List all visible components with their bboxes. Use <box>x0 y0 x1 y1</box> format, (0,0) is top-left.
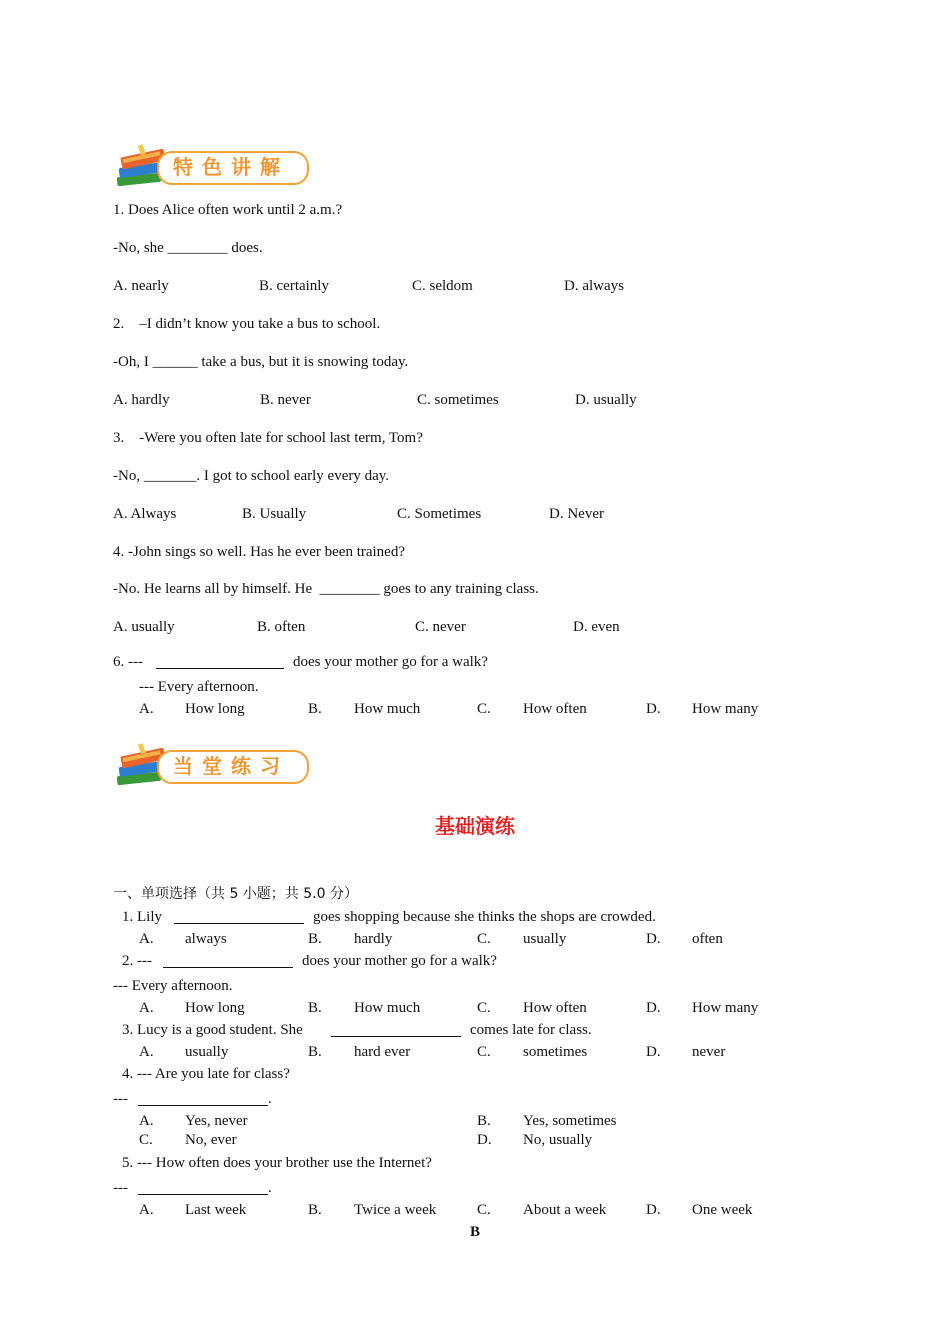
lecture-q2-option-a[interactable]: A. hardly <box>113 392 170 408</box>
practice-q1-option-d[interactable]: often <box>692 931 723 947</box>
lecture-q6-option-b[interactable]: How much <box>354 701 421 717</box>
practice-q4-letter-b: B. <box>477 1113 491 1129</box>
practice-q3-suffix: comes late for class. <box>470 1022 592 1038</box>
lecture-q1-option-c[interactable]: C. seldom <box>412 278 473 294</box>
practice-q4-option-c[interactable]: No, ever <box>185 1132 237 1148</box>
lecture-q6-letter-d: D. <box>646 701 661 717</box>
practice-q1-suffix: goes shopping because she thinks the shops are crowded. <box>313 909 656 925</box>
section-title: 基础演练 <box>435 814 515 838</box>
lecture-q3-option-a[interactable]: A. Always <box>113 506 177 522</box>
lecture-q6-letter-a: A. <box>139 701 154 717</box>
practice-header: 一、单项选择（共 5 小题；共 5.0 分） <box>113 886 358 902</box>
lecture-q2-answer: -Oh, I ______ take a bus, but it is snowing today. <box>113 354 409 370</box>
practice-q2-prefix: 2. --- <box>122 953 152 969</box>
practice-q1-option-a[interactable]: always <box>185 931 227 947</box>
practice-q1-option-b[interactable]: hardly <box>354 931 393 947</box>
practice-q5-option-a[interactable]: Last week <box>185 1202 247 1218</box>
practice-q2-letter-a: A. <box>139 1000 154 1016</box>
practice-q5-dash: --- <box>113 1180 128 1196</box>
lecture-q6-prefix: 6. --- <box>113 654 143 670</box>
practice-q3-letter-b: B. <box>308 1044 322 1060</box>
lecture-q4-option-c[interactable]: C. never <box>415 619 466 635</box>
footer-letter: B <box>469 1224 480 1240</box>
practice-q1-blank[interactable] <box>174 909 304 924</box>
lecture-q3-stem: 3. -Were you often late for school last term, Tom? <box>113 430 423 446</box>
practice-q4-letter-a: A. <box>139 1113 154 1129</box>
practice-q3-blank[interactable] <box>331 1022 461 1037</box>
lecture-q1-option-d[interactable]: D. always <box>564 278 624 294</box>
banner-feature-explanation <box>113 143 309 191</box>
practice-q5-letter-c: C. <box>477 1202 491 1218</box>
practice-q4-option-b[interactable]: Yes, sometimes <box>523 1113 617 1129</box>
practice-q5-option-c[interactable]: About a week <box>523 1202 607 1218</box>
lecture-q6-option-d[interactable]: How many <box>692 701 759 717</box>
practice-q5-letter-b: B. <box>308 1202 322 1218</box>
practice-q3-option-a[interactable]: usually <box>185 1044 229 1060</box>
lecture-q3-answer: -No, _______. I got to school early every day. <box>113 468 390 484</box>
practice-q5-stem: 5. --- How often does your brother use the Internet? <box>122 1155 432 1171</box>
practice-q2-reply: --- Every afternoon. <box>113 978 233 994</box>
practice-q4-period: . <box>268 1091 272 1107</box>
practice-q1-prefix: 1. Lily <box>122 909 162 925</box>
lecture-q1-stem: 1. Does Alice often work until 2 a.m.? <box>113 202 343 218</box>
practice-q2-option-a[interactable]: How long <box>185 1000 245 1016</box>
practice-q1-letter-c: C. <box>477 931 491 947</box>
practice-q3-option-d[interactable]: never <box>692 1044 726 1060</box>
practice-q2-letter-b: B. <box>308 1000 322 1016</box>
lecture-q3-option-d[interactable]: D. Never <box>549 506 604 522</box>
practice-q2-letter-c: C. <box>477 1000 491 1016</box>
practice-q3-letter-a: A. <box>139 1044 154 1060</box>
lecture-q4-answer <box>113 581 539 598</box>
practice-q5-period: . <box>268 1180 272 1196</box>
practice-q3-option-b[interactable]: hard ever <box>354 1044 411 1060</box>
lecture-q6-blank[interactable] <box>156 654 284 669</box>
practice-q4-stem: 4. --- Are you late for class? <box>122 1066 290 1082</box>
practice-q3-letter-d: D. <box>646 1044 661 1060</box>
practice-q4-letter-c: C. <box>139 1132 153 1148</box>
lecture-q6-option-a[interactable]: How long <box>185 701 245 717</box>
lecture-q2-stem: 2. –I didn’t know you take a bus to school. <box>113 316 381 332</box>
lecture-q6-option-c[interactable]: How often <box>523 701 587 717</box>
lecture-q1-option-a[interactable]: A. nearly <box>113 278 169 294</box>
banner-title: 当堂练习 <box>173 754 289 778</box>
practice-q5-option-d[interactable]: One week <box>692 1202 753 1218</box>
banner-classroom-practice <box>113 742 309 790</box>
practice-q2-letter-d: D. <box>646 1000 661 1016</box>
practice-q1-letter-b: B. <box>308 931 322 947</box>
practice-q3-letter-c: C. <box>477 1044 491 1060</box>
lecture-q4-stem: 4. -John sings so well. Has he ever been trained? <box>113 544 406 560</box>
lecture-q2-option-c[interactable]: C. sometimes <box>417 392 499 408</box>
practice-q2-option-d[interactable]: How many <box>692 1000 759 1016</box>
practice-q5-letter-d: D. <box>646 1202 661 1218</box>
practice-q1-letter-d: D. <box>646 931 661 947</box>
lecture-q1-answer: -No, she ________ does. <box>113 240 263 256</box>
banner-title: 特色讲解 <box>173 155 289 179</box>
practice-q5-letter-a: A. <box>139 1202 154 1218</box>
practice-q3-prefix: 3. Lucy is a good student. She <box>122 1022 303 1038</box>
practice-q2-suffix: does your mother go for a walk? <box>302 953 497 969</box>
practice-q1-letter-a: A. <box>139 931 154 947</box>
lecture-q1-option-b[interactable]: B. certainly <box>259 278 329 294</box>
practice-q3-option-c[interactable]: sometimes <box>523 1044 588 1060</box>
practice-q4-dash: --- <box>113 1091 128 1107</box>
lecture-q3-option-b[interactable]: B. Usually <box>242 506 307 522</box>
practice-q5-option-b[interactable]: Twice a week <box>354 1202 437 1218</box>
lecture-q2-option-b[interactable]: B. never <box>260 392 311 408</box>
lecture-q3-option-c[interactable]: C. Sometimes <box>397 506 482 522</box>
practice-q4-letter-d: D. <box>477 1132 492 1148</box>
lecture-q4-answer-b: ________ goes to any training class. <box>315 581 539 597</box>
practice-q4-option-a[interactable]: Yes, never <box>185 1113 248 1129</box>
practice-q2-option-c[interactable]: How often <box>523 1000 587 1016</box>
lecture-q2-option-d[interactable]: D. usually <box>575 392 637 408</box>
lecture-q4-option-a[interactable]: A. usually <box>113 619 175 635</box>
practice-q5-blank[interactable] <box>138 1180 268 1195</box>
lecture-q6-letter-c: C. <box>477 701 491 717</box>
lecture-q4-option-b[interactable]: B. often <box>257 619 306 635</box>
lecture-q6-suffix: does your mother go for a walk? <box>293 654 488 670</box>
practice-q2-option-b[interactable]: How much <box>354 1000 421 1016</box>
practice-q4-option-d[interactable]: No, usually <box>523 1132 593 1148</box>
lecture-q6-letter-b: B. <box>308 701 322 717</box>
lecture-q4-option-d[interactable]: D. even <box>573 619 620 635</box>
lecture-q6-reply: --- Every afternoon. <box>139 679 259 695</box>
practice-q1-option-c[interactable]: usually <box>523 931 567 947</box>
lecture-q4-answer-a: -No. He learns all by himself. He <box>113 581 316 597</box>
practice-q2-blank[interactable] <box>163 953 293 968</box>
practice-q4-blank[interactable] <box>138 1091 268 1106</box>
